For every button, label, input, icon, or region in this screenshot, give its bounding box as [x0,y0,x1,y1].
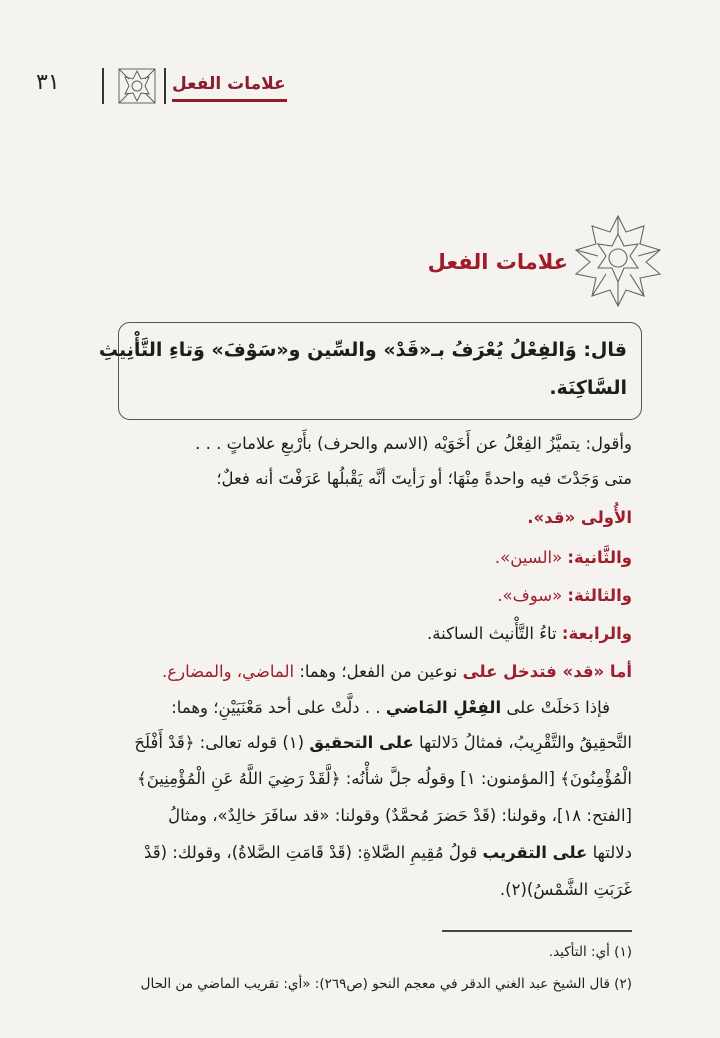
matn-quote-box [98,322,642,420]
emphasis: أما «قد» فتدخل على [462,662,632,681]
body-line: غَرَبَتِ الشَّمْسُ)(٢). [499,880,632,899]
list-label: والرابعة: [561,624,632,643]
footnote: (١) أي: التأكيد. [548,944,632,960]
section-title: علامات الفعل [427,250,568,274]
body-line [144,845,632,862]
body-line: متى وَجَدْتَ فيه واحدةً مِنْهَا؛ أو رَأيتَ أنَّه يَقْبلُها عَرَفْتَ أنه فعلٌ؛ [216,469,632,488]
text: (١) قوله تعالى: ﴿قَدْ أَفْلَحَ [134,733,305,752]
list-label: والثَّانية: [567,548,632,567]
page-number: ٣١ [36,70,60,95]
text: التَّحقِيقُ والتَّقْرِيبُ، فمثالُ دَلالتها [418,733,632,752]
body-line: وأقول: يتميَّزُ الفِعْلُ عن أَخَوَيْه (الاسم والحرف) بأَرْبعِ علاماتٍ . . . [195,434,632,453]
quote-line: قال: وَالفِعْلُ يُعْرَفُ بـ«قَدْ» والسِّين و«سَوْفَ» وَتاءِ التَّأْنِيثِ [98,339,627,361]
list-value: تاءُ التَّأْنيث الساكنة. [427,624,557,643]
body-line [162,664,632,681]
header-underline [172,99,287,102]
list-item-third [497,588,632,605]
emphasis: الفِعْلِ المَاضي [385,698,502,717]
running-title: علامات الفعل [172,74,286,94]
footnote-divider [442,930,632,932]
header-divider [102,68,104,104]
emphasis: الماضي، والمضارع. [162,662,295,681]
list-item-second [495,550,632,567]
body-line [134,735,632,752]
emphasis: على التحقيق [309,733,414,752]
list-value: «سوف». [497,586,563,605]
body-line: الْمُؤْمِنُونَ﴾ [المؤمنون: ١] وقولُه جلَّ شأْنُه: ﴿لَّقَدْ رَضِيَ اللَّهُ عَنِ الْمُؤْمِنِينَ﴾ [137,769,632,788]
text: . . دلَّتْ على أحد مَعْنَيَيْنِ؛ وهما: [171,698,381,717]
header-divider [164,68,166,104]
body-line: [الفتح: ١٨]، وقولنا: (قَدْ حَضرَ مُحمَّدٌ) وقولنا: «قد سافَرَ خالِدٌ»، ومثالُ [168,806,632,825]
star-ornament-icon [116,66,158,106]
quote-line: السَّاكِنَة. [549,377,627,399]
list-item-first: الأُولى «قد». [527,508,632,527]
emphasis: على التقريب [482,843,588,862]
footnote: (٢) قال الشيخ عبد الغني الدقر في معجم النحو (ص٢٦٩): «أي: تقريب الماضي من الحال [140,976,632,992]
list-item-fourth [427,626,632,643]
list-label: والثالثة: [567,586,632,605]
text: دلالتها [592,843,632,862]
text: فإذا دَخلَتْ على [506,698,610,717]
running-header [36,66,286,106]
list-value: «السين». [494,548,563,567]
section-star-ornament-icon [568,212,668,308]
text: قولُ مُقِيمِ الصَّلاةِ: (قَدْ قَامَتِ الصَّلاةُ)، وقولك: (قَدْ [144,843,478,862]
text: نوعين من الفعل؛ وهما: [299,662,458,681]
body-line [171,700,610,717]
